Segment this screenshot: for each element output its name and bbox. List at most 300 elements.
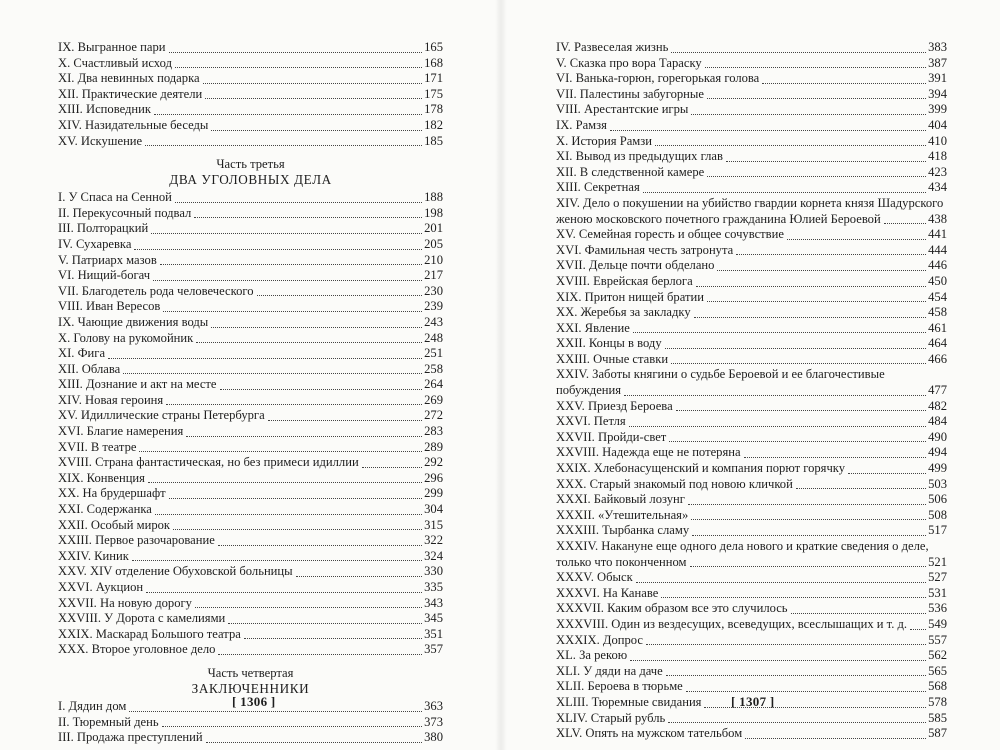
toc-entry-page: 380 xyxy=(424,730,443,745)
toc-entry-page: 391 xyxy=(928,71,947,86)
toc-entry-title: IV. Сухаревка xyxy=(58,236,132,251)
dot-leader xyxy=(220,389,423,390)
dot-leader xyxy=(668,722,926,723)
toc-entry-page: 458 xyxy=(928,305,947,320)
toc-list xyxy=(556,40,947,742)
dot-leader xyxy=(690,566,927,567)
toc-entry-title: XLIV. Старый рубль xyxy=(556,710,666,725)
dot-leader xyxy=(676,410,926,411)
toc-entry-title: IX. Рамзя xyxy=(556,117,607,132)
toc-entry-page: 210 xyxy=(424,252,443,267)
dot-leader xyxy=(139,451,422,452)
toc-entry-page: 527 xyxy=(928,570,947,585)
dot-leader xyxy=(787,239,926,240)
toc-entry-page: 322 xyxy=(424,533,443,548)
dot-leader xyxy=(160,264,422,265)
toc-entry-title: XXXIX. Допрос xyxy=(556,632,643,647)
toc-entry-page: 404 xyxy=(928,117,947,132)
toc-entry xyxy=(58,284,443,300)
toc-entry xyxy=(58,440,443,456)
dot-leader xyxy=(163,311,422,312)
part-title: ДВА УГОЛОВНЫХ ДЕЛА xyxy=(169,172,332,188)
toc-entry-page: 269 xyxy=(424,392,443,407)
toc-entry-title: III. Полторацкий xyxy=(58,221,149,236)
dot-leader xyxy=(646,644,926,645)
toc-entry xyxy=(556,40,947,56)
toc-entry-title: XIV. Дело о покушении на убийство гвардии корнета князя Шадурского xyxy=(556,195,944,210)
toc-entry-title-cont-text: побуждения xyxy=(556,383,622,398)
toc-entry xyxy=(58,206,443,222)
toc-entry-page: 304 xyxy=(424,502,443,517)
toc-entry-page: 243 xyxy=(424,314,443,329)
toc-entry xyxy=(556,430,947,446)
toc-entry-page: 434 xyxy=(928,180,947,195)
dot-leader xyxy=(129,711,422,712)
toc-entry xyxy=(556,274,947,290)
toc-entry xyxy=(556,243,947,259)
toc-entry xyxy=(58,502,443,518)
toc-entry-page: 345 xyxy=(424,611,443,626)
toc-entry xyxy=(58,730,443,746)
toc-entry-title: XV. Семейная горесть и общее сочувствие xyxy=(556,227,784,242)
toc-entry-title: XL. За рекою xyxy=(556,648,628,663)
toc-entry-page: 239 xyxy=(424,299,443,314)
toc-entry xyxy=(556,461,947,477)
toc-entry-title: XXXIII. Тырбанка сламу xyxy=(556,523,690,538)
toc-entry-page: 585 xyxy=(928,710,947,725)
toc-entry xyxy=(58,87,443,103)
toc-entry-title: XXI. Явление xyxy=(556,320,630,335)
toc-entry-title: XXV. Приезд Бероева xyxy=(556,398,673,413)
dot-leader xyxy=(123,373,422,374)
dot-leader xyxy=(692,535,926,536)
dot-leader xyxy=(211,327,422,328)
toc-entry-page: 562 xyxy=(928,648,947,663)
toc-entry-title: XIV. Новая героиня xyxy=(58,392,164,407)
toc-entry-title-cont-text: женою московского почетного гражданина Юлией Бероевой xyxy=(556,211,881,226)
dot-leader xyxy=(145,145,422,146)
part-label: Часть четвертая xyxy=(207,665,294,680)
toc-entry-page: 441 xyxy=(928,227,947,242)
toc-entry xyxy=(58,611,443,627)
toc-entry xyxy=(556,539,947,570)
toc-entry-page: 299 xyxy=(424,486,443,501)
dot-leader xyxy=(884,223,926,224)
dot-leader xyxy=(671,52,926,53)
dot-leader xyxy=(175,67,422,68)
toc-entry xyxy=(58,408,443,424)
toc-entry-title: XXXI. Байковый лозунг xyxy=(556,492,685,507)
toc-entry xyxy=(556,71,947,87)
toc-entry xyxy=(556,586,947,602)
toc-entry-page: 351 xyxy=(424,626,443,641)
toc-entry-page: 423 xyxy=(928,164,947,179)
dot-leader xyxy=(745,738,926,739)
toc-entry-page: 484 xyxy=(928,414,947,429)
toc-entry-page: 185 xyxy=(424,133,443,148)
toc-entry-title: XVI. Фамильная честь затронута xyxy=(556,242,734,257)
toc-entry-title: XVIII. Страна фантастическая, но без примеси идиллии xyxy=(58,455,359,470)
toc-entry-title: XX. Жеребья за закладку xyxy=(556,305,691,320)
toc-entry xyxy=(58,237,443,253)
toc-entry-title: III. Продажа преступлений xyxy=(58,730,203,745)
toc-entry-title: XXXIV. Накануне еще одного дела нового и краткие сведения о деле, xyxy=(556,539,929,553)
toc-entry-title: XIII. Дознание и акт на месте xyxy=(58,377,217,392)
dot-leader xyxy=(707,301,926,302)
toc-entry-title-continued xyxy=(556,212,947,228)
toc-entry-page: 205 xyxy=(424,236,443,251)
toc-entry-page: 536 xyxy=(928,601,947,616)
toc-entry-title: VI. Нищий-богач xyxy=(58,268,151,283)
toc-entry-title: XVII. В театре xyxy=(58,439,137,454)
toc-entry xyxy=(58,486,443,502)
toc-entry xyxy=(58,596,443,612)
toc-entry-title: VIII. Арестантские игры xyxy=(556,102,689,117)
toc-entry xyxy=(58,56,443,72)
dot-leader xyxy=(108,358,422,359)
dot-leader xyxy=(205,98,422,99)
toc-entry-title: XXXVII. Каким образом все это случилось xyxy=(556,601,788,616)
toc-entry xyxy=(58,102,443,118)
toc-entry-page: 531 xyxy=(928,585,947,600)
toc-entry-title: XXIV. Заботы княгини о судьбе Бероевой и ее благочестивые xyxy=(556,367,885,382)
toc-entry-title: I. У Спаса на Сенной xyxy=(58,190,172,205)
toc-entry-title-cont-text: только что поконченном xyxy=(556,554,687,569)
dot-leader xyxy=(848,473,926,474)
toc-entry-page: 230 xyxy=(424,283,443,298)
toc-entry-page: 315 xyxy=(424,517,443,532)
dot-leader xyxy=(148,482,422,483)
toc-entry xyxy=(556,118,947,134)
dot-leader xyxy=(166,404,422,405)
toc-entry-title: XXVI. Аукцион xyxy=(58,580,144,594)
toc-entry-title: XI. Вывод из предыдущих глав xyxy=(556,149,723,164)
dot-leader xyxy=(173,529,422,530)
toc-entry-page: 399 xyxy=(928,102,947,117)
toc-entry xyxy=(556,227,947,243)
dot-leader xyxy=(218,545,422,546)
toc-entry-title: VI. Ванька-горюн, горегорькая голова xyxy=(556,71,760,86)
toc-entry-page: 182 xyxy=(424,117,443,132)
dot-leader xyxy=(244,638,422,639)
toc-entry xyxy=(58,518,443,534)
toc-entry-page: 444 xyxy=(928,242,947,257)
toc-entry-title: XXII. Особый мирок xyxy=(58,517,171,532)
toc-entry xyxy=(556,508,947,524)
toc-entry xyxy=(58,471,443,487)
toc-entry xyxy=(556,445,947,461)
toc-entry-title: XII. Практические деятели xyxy=(58,86,203,101)
toc-entry xyxy=(58,253,443,269)
toc-entry xyxy=(58,315,443,331)
toc-entry xyxy=(556,134,947,150)
toc-entry xyxy=(556,258,947,274)
toc-entry-title: XXXVI. На Канаве xyxy=(556,585,659,600)
dot-leader xyxy=(268,420,422,421)
toc-entry-title: II. Тюремный день xyxy=(58,714,159,729)
toc-entry xyxy=(58,393,443,409)
toc-entry-title: XI. Фига xyxy=(58,346,106,361)
page-number-right: [ 1307 ] xyxy=(731,694,775,709)
toc-entry xyxy=(58,134,443,150)
dot-leader xyxy=(705,67,926,68)
toc-entry xyxy=(556,305,947,321)
toc-entry-title: XLIII. Тюремные свидания xyxy=(556,694,702,709)
toc-entry xyxy=(556,414,947,430)
dot-leader xyxy=(666,675,926,676)
toc-entry-title-continued xyxy=(556,555,947,571)
dot-leader xyxy=(762,83,926,84)
toc-entry-title: XVIII. Еврейская берлога xyxy=(556,273,693,288)
toc-entry-title: XV. Искушение xyxy=(58,133,143,148)
part-heading xyxy=(58,666,443,697)
toc-entry xyxy=(556,601,947,617)
toc-entry-title: IX. Выгранное пари xyxy=(58,40,166,54)
toc-entry-title: VII. Палестины забугорные xyxy=(556,86,704,101)
toc-entry-page: 549 xyxy=(928,616,947,631)
toc-entry-title: XX. На брудершафт xyxy=(58,486,166,501)
toc-entry xyxy=(556,56,947,72)
toc-entry xyxy=(58,564,443,580)
toc-entry-page: 373 xyxy=(424,714,443,729)
toc-entry-title: VIII. Иван Вересов xyxy=(58,299,161,314)
dot-leader xyxy=(910,629,926,630)
toc-entry xyxy=(58,268,443,284)
toc-entry xyxy=(556,523,947,539)
dot-leader xyxy=(362,467,422,468)
toc-entry-page: 461 xyxy=(928,320,947,335)
toc-entry-title: XXV. XIV отделение Обуховской больницы xyxy=(58,564,293,579)
toc-entry xyxy=(58,190,443,206)
toc-entry-title: XXVII. На новую дорогу xyxy=(58,595,192,610)
toc-entry-title: XVI. Благие намерения xyxy=(58,424,184,439)
toc-entry-page: 517 xyxy=(928,523,947,538)
dot-leader xyxy=(707,98,926,99)
toc-entry-title: X. Голову на рукомойник xyxy=(58,330,194,345)
toc-entry xyxy=(556,399,947,415)
dot-leader xyxy=(665,348,926,349)
toc-entry xyxy=(58,424,443,440)
dot-leader xyxy=(691,114,926,115)
dot-leader xyxy=(155,514,422,515)
dot-leader xyxy=(151,233,422,234)
toc-entry-page: 217 xyxy=(424,268,443,283)
toc-entry-page: 188 xyxy=(424,190,443,205)
toc-entry xyxy=(58,331,443,347)
toc-entry-page: 264 xyxy=(424,377,443,392)
dot-leader xyxy=(643,192,926,193)
toc-entry-title: XXVIII. У Дорота с камелиями xyxy=(58,611,226,626)
toc-entry xyxy=(556,165,947,181)
dot-leader xyxy=(196,342,422,343)
toc-entry-title: XXVII. Пройди-свет xyxy=(556,429,667,444)
toc-entry-page: 587 xyxy=(928,726,947,741)
toc-entry-title: XXIX. Хлебонасущенский и компания порют горячку xyxy=(556,461,846,476)
toc-entry xyxy=(58,71,443,87)
toc-entry xyxy=(556,180,947,196)
toc-entry-title: XVII. Дельце почти обделано xyxy=(556,258,715,273)
toc-entry-page: 450 xyxy=(928,273,947,288)
toc-entry-page: 466 xyxy=(928,351,947,366)
dot-leader xyxy=(195,607,422,608)
toc-entry-title: XII. Облава xyxy=(58,361,121,376)
dot-leader xyxy=(211,130,422,131)
toc-entry-page: 251 xyxy=(424,346,443,361)
toc-entry-page: 283 xyxy=(424,424,443,439)
toc-entry-title: XXIII. Первое разочарование xyxy=(58,533,215,548)
toc-entry-page: 418 xyxy=(928,149,947,164)
toc-entry xyxy=(556,149,947,165)
toc-entry-title: VII. Благодетель рода человеческого xyxy=(58,283,254,298)
dot-leader xyxy=(206,742,422,743)
toc-entry-page: 494 xyxy=(928,445,947,460)
toc-entry-page: 296 xyxy=(424,470,443,485)
toc-entry-title: XXI. Содержанка xyxy=(58,502,152,517)
toc-entry xyxy=(58,627,443,643)
toc-entry-title-continued xyxy=(556,383,947,399)
dot-leader xyxy=(744,457,927,458)
toc-entry-page: 178 xyxy=(424,102,443,117)
dot-leader xyxy=(194,217,422,218)
toc-entry xyxy=(556,648,947,664)
toc-entry-title: XIX. Притон нищей братии xyxy=(556,289,704,304)
toc-entry-title: XXXV. Обыск xyxy=(556,570,633,585)
toc-entry-page: 292 xyxy=(424,455,443,470)
dot-leader xyxy=(655,145,926,146)
toc-entry-title: XXVIII. Надежда еще не потеряна xyxy=(556,445,741,460)
toc-entry-page: 324 xyxy=(424,548,443,563)
toc-entry xyxy=(58,642,443,658)
toc-entry xyxy=(556,102,947,118)
toc-entry-page: 363 xyxy=(424,698,443,713)
toc-entry-title: IV. Развеселая жизнь xyxy=(556,40,669,54)
toc-entry xyxy=(556,87,947,103)
toc-entry-title: XLI. У дяди на даче xyxy=(556,663,663,678)
dot-leader xyxy=(162,726,423,727)
toc-entry-title: XLV. Опять на мужском тательбом xyxy=(556,726,743,741)
toc-list xyxy=(58,190,443,658)
toc-entry-page: 508 xyxy=(928,507,947,522)
dot-leader xyxy=(694,317,926,318)
toc-entry-page: 506 xyxy=(928,492,947,507)
toc-entry-page: 289 xyxy=(424,439,443,454)
toc-entry-page: 490 xyxy=(928,429,947,444)
toc-entry xyxy=(556,617,947,633)
dot-leader xyxy=(736,254,926,255)
toc-entry-title: XII. В следственной камере xyxy=(556,164,705,179)
dot-leader xyxy=(629,426,926,427)
toc-entry-title: XXXII. «Утешительная» xyxy=(556,507,689,522)
part-heading xyxy=(58,157,443,188)
toc-entry xyxy=(556,726,947,742)
dot-leader xyxy=(169,52,423,53)
toc-entry-title: XXIX. Маскарад Большого театра xyxy=(58,626,241,641)
dot-leader xyxy=(218,654,422,655)
toc-entry-page: 258 xyxy=(424,361,443,376)
toc-entry-title: XIX. Конвенция xyxy=(58,470,145,485)
dot-leader xyxy=(633,332,926,333)
dot-leader xyxy=(175,202,422,203)
dot-leader xyxy=(153,280,422,281)
toc-entry xyxy=(556,633,947,649)
toc-entry-title: XXXVIII. Один из вездесущих, всеведущих, всеслышащих и т. д. xyxy=(556,616,908,631)
toc-entry-title: XV. Идиллические страны Петербурга xyxy=(58,408,265,423)
dot-leader xyxy=(636,582,926,583)
dot-leader xyxy=(630,660,926,661)
toc-entry-title: XXIII. Очные ставки xyxy=(556,351,669,366)
toc-entry-page: 383 xyxy=(928,40,947,54)
toc-entry-title: XLII. Бероева в тюрьме xyxy=(556,679,683,694)
toc-entry xyxy=(556,367,947,398)
toc-entry xyxy=(556,492,947,508)
dot-leader xyxy=(228,623,422,624)
dot-leader xyxy=(154,114,422,115)
toc-entry-page: 175 xyxy=(424,86,443,101)
toc-entry xyxy=(556,664,947,680)
toc-entry-page: 248 xyxy=(424,330,443,345)
book-gutter xyxy=(495,0,507,750)
dot-leader xyxy=(696,286,926,287)
dot-leader xyxy=(661,597,926,598)
toc-entry xyxy=(58,221,443,237)
toc-entry-page: 330 xyxy=(424,564,443,579)
dot-leader xyxy=(186,436,422,437)
part-label: Часть третья xyxy=(216,157,285,172)
toc-entry-page: 171 xyxy=(424,71,443,86)
toc-entry xyxy=(556,352,947,368)
toc-entry-page: 168 xyxy=(424,55,443,70)
toc-entry-page: 438 xyxy=(928,211,947,226)
dot-leader xyxy=(169,498,423,499)
toc-entry-title: XIV. Назидательные беседы xyxy=(58,117,209,132)
toc-entry-page: 464 xyxy=(928,336,947,351)
toc-entry-title: X. История Рамзи xyxy=(556,133,652,148)
toc-entry-page: 477 xyxy=(928,383,947,398)
toc-entry-page: 565 xyxy=(928,663,947,678)
toc-entry-page: 335 xyxy=(424,580,443,594)
dot-leader xyxy=(203,83,423,84)
toc-entry-page: 410 xyxy=(928,133,947,148)
toc-entry-page: 201 xyxy=(424,221,443,236)
toc-entry-page: 454 xyxy=(928,289,947,304)
toc-entry-title: II. Перекусочный подвал xyxy=(58,205,192,220)
toc-entry-page: 357 xyxy=(424,642,443,657)
toc-entry xyxy=(58,118,443,134)
toc-entry-title: XXX. Старый знакомый под новою кличкой xyxy=(556,476,793,491)
toc-entry-title: X. Счастливый исход xyxy=(58,55,172,70)
toc-entry xyxy=(58,715,443,731)
toc-entry xyxy=(556,321,947,337)
dot-leader xyxy=(686,691,926,692)
toc-entry-page: 198 xyxy=(424,205,443,220)
toc-entry xyxy=(556,679,947,695)
left-page xyxy=(58,40,443,746)
toc-entry xyxy=(58,40,443,56)
toc-entry xyxy=(58,346,443,362)
toc-entry xyxy=(556,196,947,227)
toc-entry-page: 578 xyxy=(928,694,947,709)
dot-leader xyxy=(717,270,926,271)
dot-leader xyxy=(791,613,927,614)
toc-entry-title: I. Дядин дом xyxy=(58,698,127,713)
toc-entry-page: 557 xyxy=(928,632,947,647)
dot-leader xyxy=(669,441,926,442)
toc-entry xyxy=(58,362,443,378)
toc-entry-page: 272 xyxy=(424,408,443,423)
dot-leader xyxy=(688,504,926,505)
dot-leader xyxy=(796,488,926,489)
toc-entry-title: XXVI. Петля xyxy=(556,414,626,429)
